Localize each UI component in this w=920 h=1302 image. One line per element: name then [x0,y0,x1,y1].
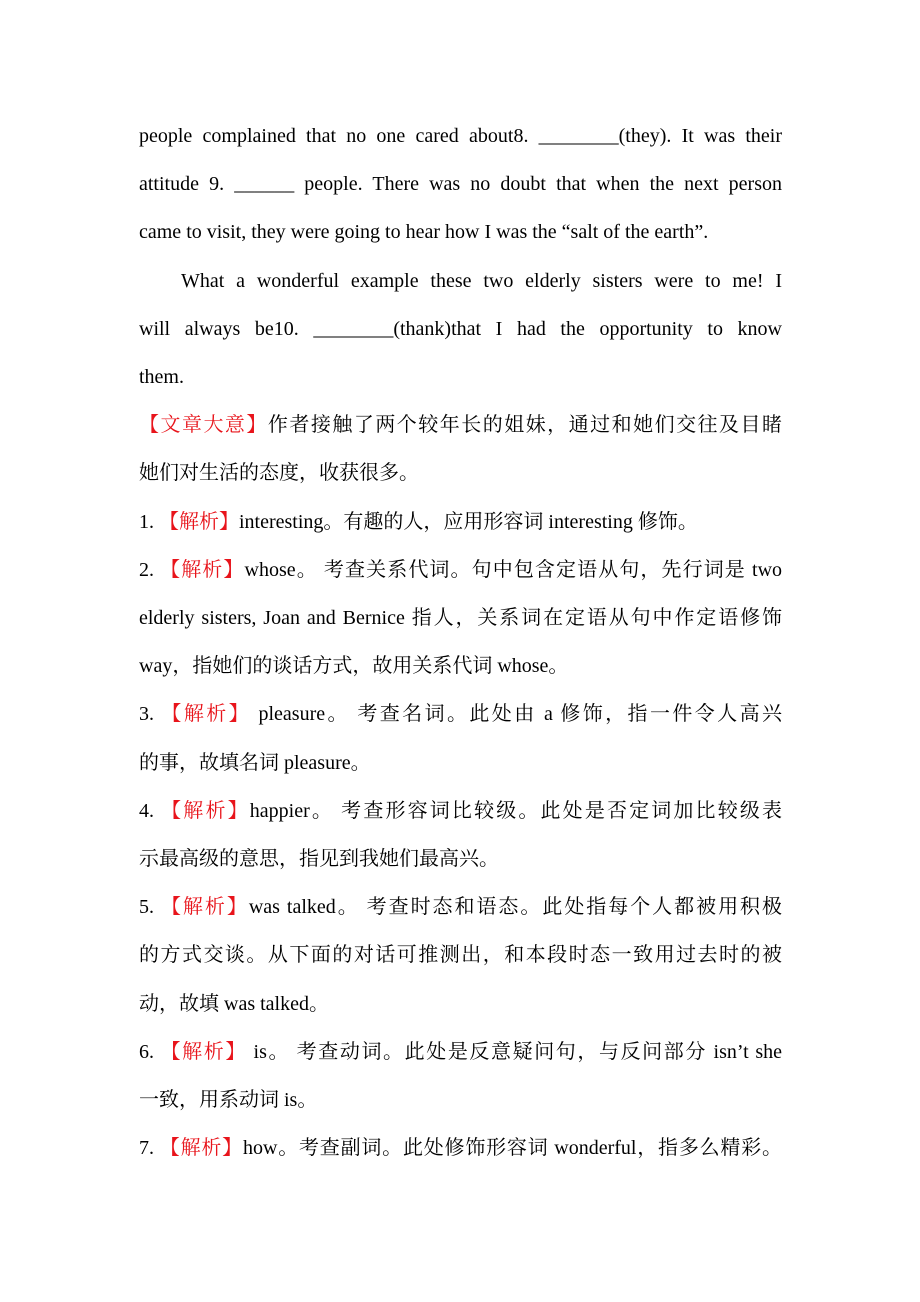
text-line [139,316,782,342]
section-label: 【解析】 [160,558,245,581]
text-segment: 示最高级的意思，指见到我她们最高兴。 [139,848,499,870]
text-segment: 1. [139,510,159,533]
text-segment: is。 考查动词。此处是反意疑问句，与反问部分 isn’t she [246,1040,782,1063]
text-line [139,653,568,679]
text-line [139,1135,782,1161]
text-segment: was talked。 考查时态和语态。此处指每个人都被用积极 [248,896,782,919]
text-segment: 6. [139,1040,161,1063]
text-segment: 2. [139,558,161,581]
text-segment: elderly sisters, Joan and Bernice 指人，关系词在定语从句中作定语修饰 [139,607,782,629]
text-line [139,1087,317,1113]
text-line [139,750,371,776]
text-segment: 动，故填 was talked。 [139,992,329,1015]
text-line [139,557,782,583]
text-segment: 的方式交谈。从下面的对话可推测出，和本段时态一致用过去时的被 [139,944,782,967]
text-segment: interesting。有趣的人，应用形容词 interesting 修饰。 [239,510,698,533]
section-label: 【解析】 [159,1137,243,1160]
section-label: 【解析】 [160,1040,247,1063]
text-segment: 作者接触了两个较年长的姐妹，通过和她们交往及目睹 [267,414,783,437]
text-line [139,798,782,824]
text-segment: pleasure。 考查名词。此处由 a 修饰，指一件令人高兴 [251,703,783,726]
text-segment: What a wonderful example these two elderly sisters were to me! I [181,269,782,292]
text-segment: them. [139,366,184,388]
text-segment: how。考查副词。此处修饰形容词 wonderful，指多么精彩。 [242,1137,783,1160]
text-line [139,894,782,920]
text-line [139,364,184,390]
text-line [139,846,499,872]
text-segment: 一致，用系动词 is。 [139,1089,318,1111]
text-line [139,171,782,197]
text-segment: 3. [139,703,162,726]
text-segment: 5. [139,896,161,919]
text-line [139,123,782,149]
section-label: 【解析】 [161,703,252,726]
section-label: 【文章大意】 [139,414,268,437]
text-segment: 她们对生活的态度，收获很多。 [139,462,419,485]
text-segment: came to visit, they were going to hear how I was the “salt of the earth”. [139,221,709,244]
text-line [139,942,782,968]
text-segment: whose。 考查关系代词。句中包含定语从句，先行词是 two [244,558,783,581]
section-label: 【解析】 [161,799,250,822]
text-line [139,605,782,631]
text-segment: 7. [139,1137,160,1160]
text-segment: people complained that no one cared about8. ________(they). It was their [139,125,782,147]
section-label: 【解析】 [159,510,239,533]
text-line [139,460,419,486]
text-segment: will always be10. ________(thank)that I had the opportunity to know [139,317,782,340]
text-segment: 的事，故填名词 pleasure。 [139,751,371,774]
text-line [139,1039,782,1065]
text-segment: attitude 9. ______ people. There was no doubt that when the next person [139,173,782,196]
text-segment: way，指她们的谈话方式，故用关系代词 whose。 [139,655,569,678]
text-segment: 4. [139,799,162,822]
text-line [139,701,782,727]
text-line [139,509,698,535]
text-line [139,412,782,438]
text-line [139,219,708,245]
text-line [181,268,782,294]
text-segment: happier。 考查形容词比较级。此处是否定词加比较级表 [249,799,783,822]
text-line [139,991,329,1017]
section-label: 【解析】 [160,896,249,919]
